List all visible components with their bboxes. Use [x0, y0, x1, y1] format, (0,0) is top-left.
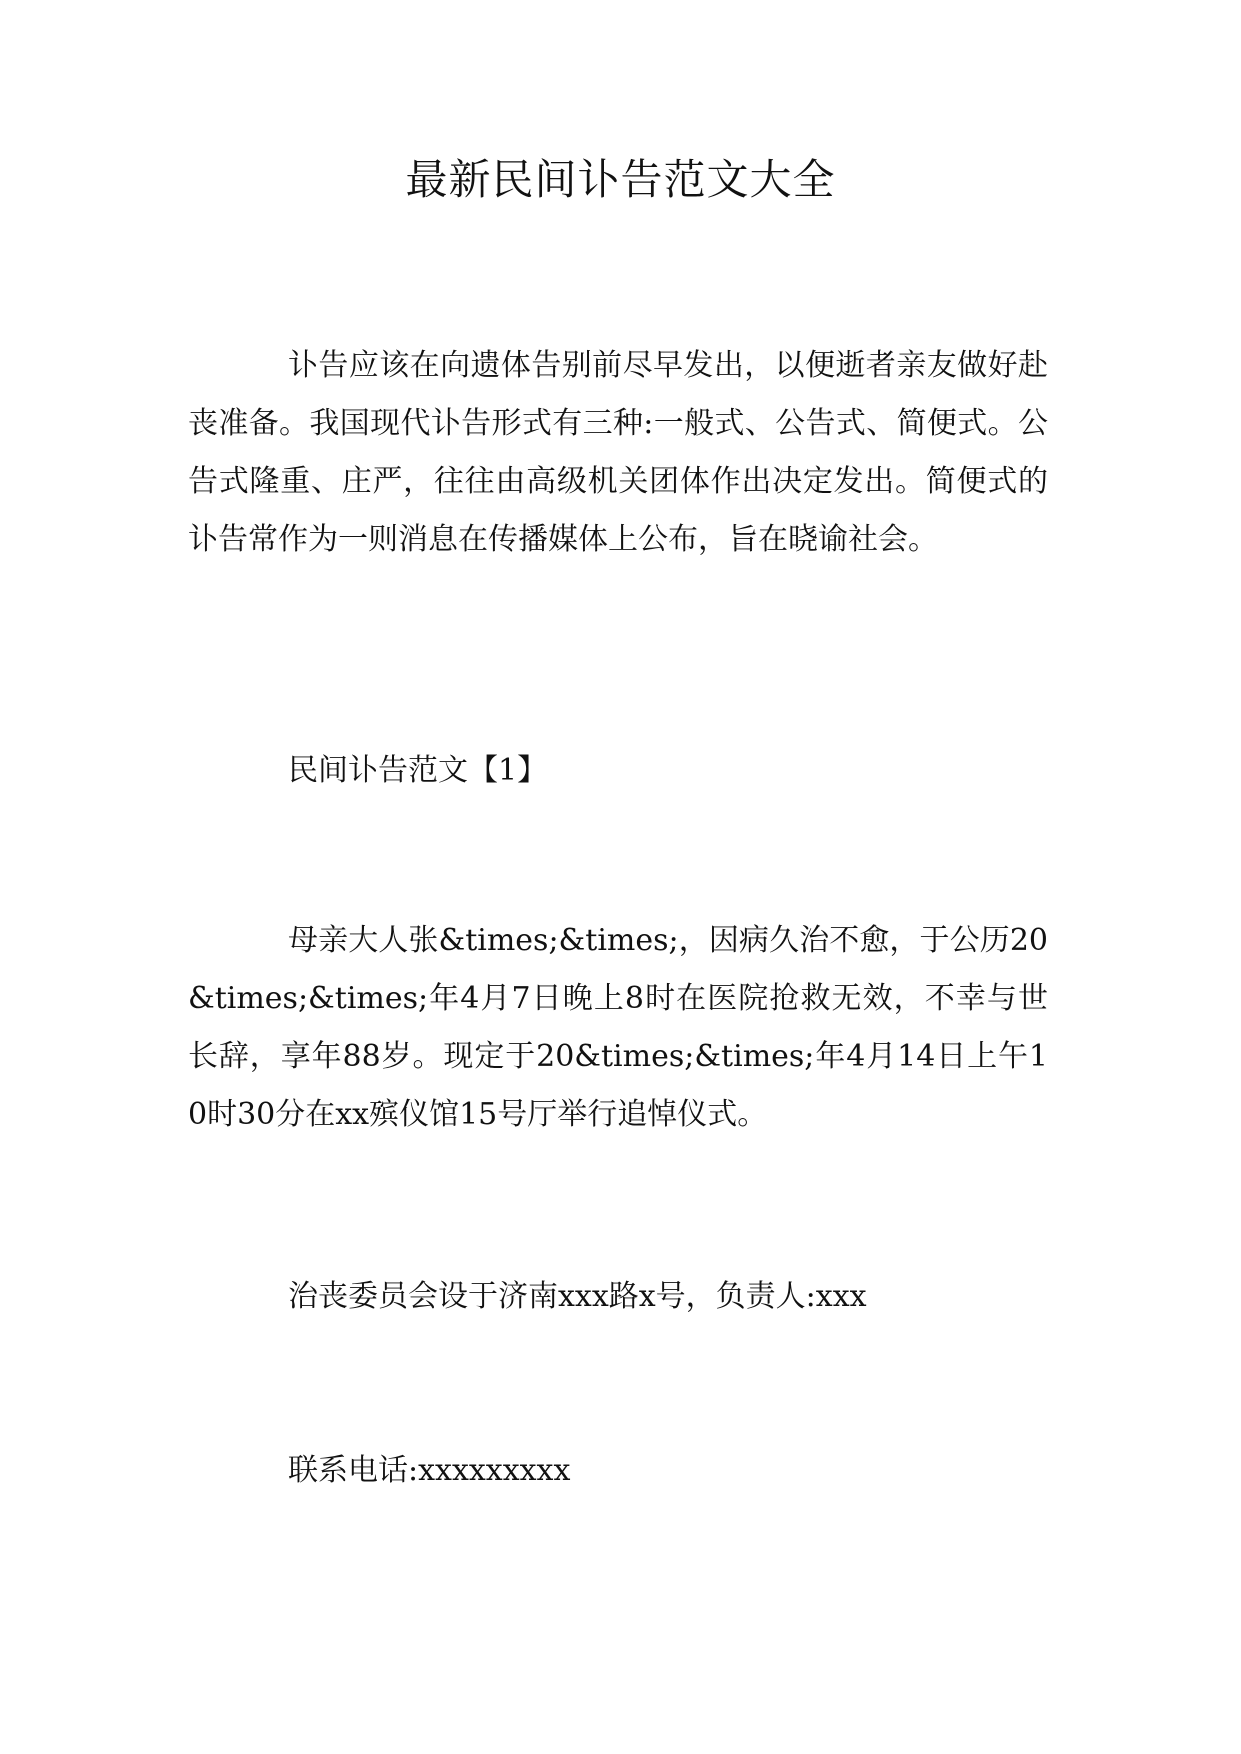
document-title: 最新民间讣告范文大全 — [405, 155, 836, 204]
funeral-committee-paragraph: 治丧委员会设于济南xxx路x号，负责人:xxx — [288, 1279, 867, 1314]
obituary-body-paragraph: 母亲大人张&times;&times;，因病久治不愈，于公历20&times;&times;年4月7日晚上8时在医院抢救无效，不幸与世长辞，享年88岁。现定于20&times;&times;年4月14日上午10时30分在xx殡仪馆15号厅举行追悼仪式。 — [188, 923, 1048, 1132]
intro-paragraph: 讣告应该在向遗体告别前尽早发出，以便逝者亲友做好赴丧准备。我国现代讣告形式有三种:一般式、公告式、简便式。公告式隆重、庄严，往往由高级机关团体作出决定发出。简便式的讣告常作为一则消息在传播媒体上公布，旨在晓谕社会。 — [188, 348, 1048, 557]
contact-phone-paragraph: 联系电话:xxxxxxxxx — [288, 1453, 571, 1488]
section-heading: 民间讣告范文【1】 — [288, 753, 548, 788]
